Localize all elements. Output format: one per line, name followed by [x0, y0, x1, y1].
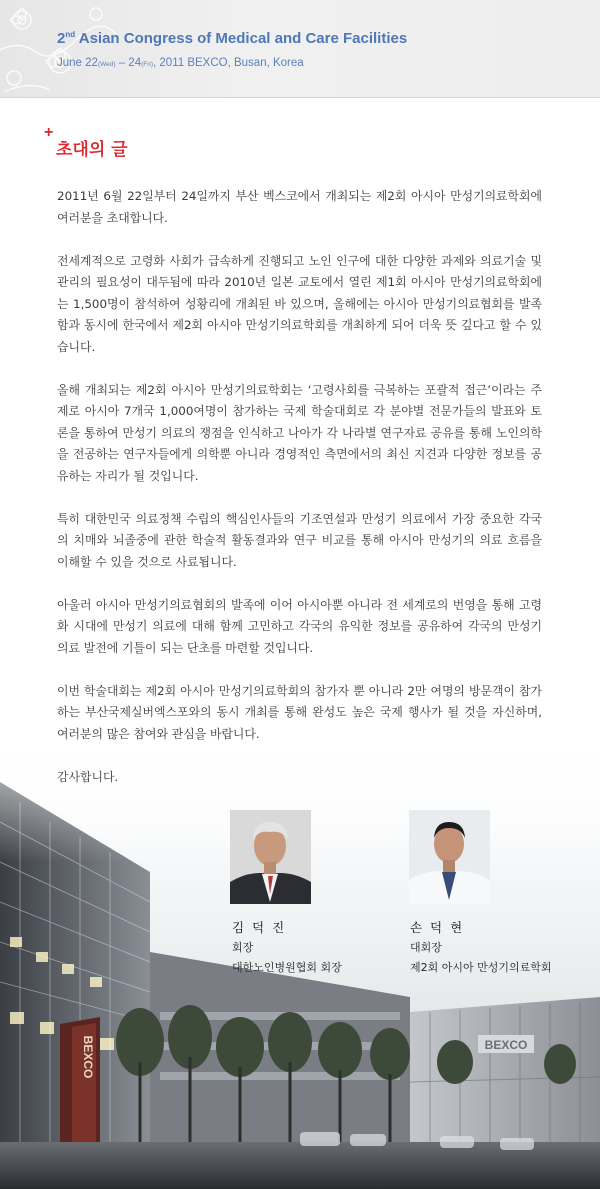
date-end-day: (Fri) — [141, 61, 154, 68]
bexco-pillar-sign: BEXCO — [81, 1035, 95, 1079]
signature-block-congress-chair — [410, 918, 552, 978]
signatory-organization: 대한노인병원협회 회장 — [232, 961, 342, 974]
signature-block-president — [232, 918, 342, 978]
title-text: Asian Congress of Medical and Care Facilities — [75, 30, 408, 47]
signatory-name: 김 덕 진 — [232, 920, 287, 935]
signatory-name: 손 덕 현 — [410, 920, 465, 935]
invitation-letter-body — [57, 186, 542, 788]
portrait-photo-president — [230, 810, 311, 904]
heading-plus-mark: + — [44, 124, 54, 141]
title-ordinal: 2 — [57, 30, 66, 47]
date-end: – 24 — [115, 57, 142, 69]
date-start: June 22 — [57, 57, 98, 69]
signatory-organization: 제2회 아시아 만성기의료학회 — [410, 961, 552, 974]
date-start-day: (Wed) — [97, 61, 116, 68]
title-ordinal-suffix: nd — [65, 30, 76, 39]
floral-pattern-decoration — [0, 0, 120, 97]
paragraph: 특히 대한민국 의료정책 수립의 핵심인사들의 기조연설과 만성기 의료에서 가장 중요한 각국의 치매와 뇌졸중에 관한 학술적 활동결과와 연구 비교를 통해 아시아 만성기의 의료 흐름을 이해할 수 있을 것으로 사료됩니다. — [57, 511, 542, 569]
paragraph: 올해 개최되는 제2회 아시아 만성기의료학회는 ‘고령사회를 극복하는 포괄적 접근’이라는 주제로 아시아 7개국 1,000여명이 참가하는 국제 학술대회로 각 분야별 전문가들의 발표와 토론을 통하여 만성기 의료의 쟁점을 인식하고 나아가 각 나라별 연구자료 공유를 통해 노인의학을 전공하는 연구자들에게 의학뿐 아니라 경영적인 측면에서의 최신 지견과 다양한 정보를 공유하는 자리가 될 것입니다. — [57, 382, 542, 483]
conference-title — [57, 30, 407, 47]
page-header — [0, 0, 600, 98]
conference-dates — [57, 57, 304, 69]
paragraph: 이번 학술대회는 제2회 아시아 만성기의료학회의 참가자 뿐 아니라 2만 여명의 방문객이 참가하는 부산국제실버엑스포와의 동시 개최를 통해 완성도 높은 국제 행사가 될 것을 자신하며, 여러분의 많은 참여와 관심을 바랍니다. — [57, 683, 542, 741]
closing-line: 감사합니다. — [57, 769, 119, 784]
bexco-building-sign: BEXCO — [484, 1038, 528, 1052]
date-venue: , 2011 BEXCO, Busan, Korea — [153, 57, 304, 69]
page-title: 초대의 글 — [56, 140, 128, 160]
paragraph: 2011년 6월 22일부터 24일까지 부산 벡스코에서 개최되는 제2회 아시아 만성기의료학회에 여러분을 초대합니다. — [57, 189, 542, 225]
signatory-role: 대회장 — [410, 941, 442, 954]
signatory-role: 회장 — [232, 941, 254, 954]
paragraph: 아울러 아시아 만성기의료협회의 발족에 이어 아시아뿐 아니라 전 세계로의 번영을 통해 고령화 시대에 만성기 의료에 대해 함께 고민하고 각국의 유익한 정보를 공유하여 각국의 만성기 의료 발전에 기틀이 되는 단초를 마련할 것입니다. — [57, 597, 542, 655]
portrait-photo-congress-chair — [409, 810, 490, 904]
paragraph: 전세계적으로 고령화 사회가 급속하게 진행되고 노인 인구에 대한 다양한 과제와 의료기술 및 관리의 필요성이 대두됨에 따라 2010년 일본 교토에서 열린 제1회 아시아 만성기의료학회에는 1,500명이 참석하여 성황리에 개최된 바 있으며, 올해에는 아시아 만성기의료협회를 발족함과 동시에 한국에서 제2회 아시아 만성기의료학회를 개최하게 되어 더욱 뜻 깊다고 할 수 있습니다. — [57, 253, 542, 354]
